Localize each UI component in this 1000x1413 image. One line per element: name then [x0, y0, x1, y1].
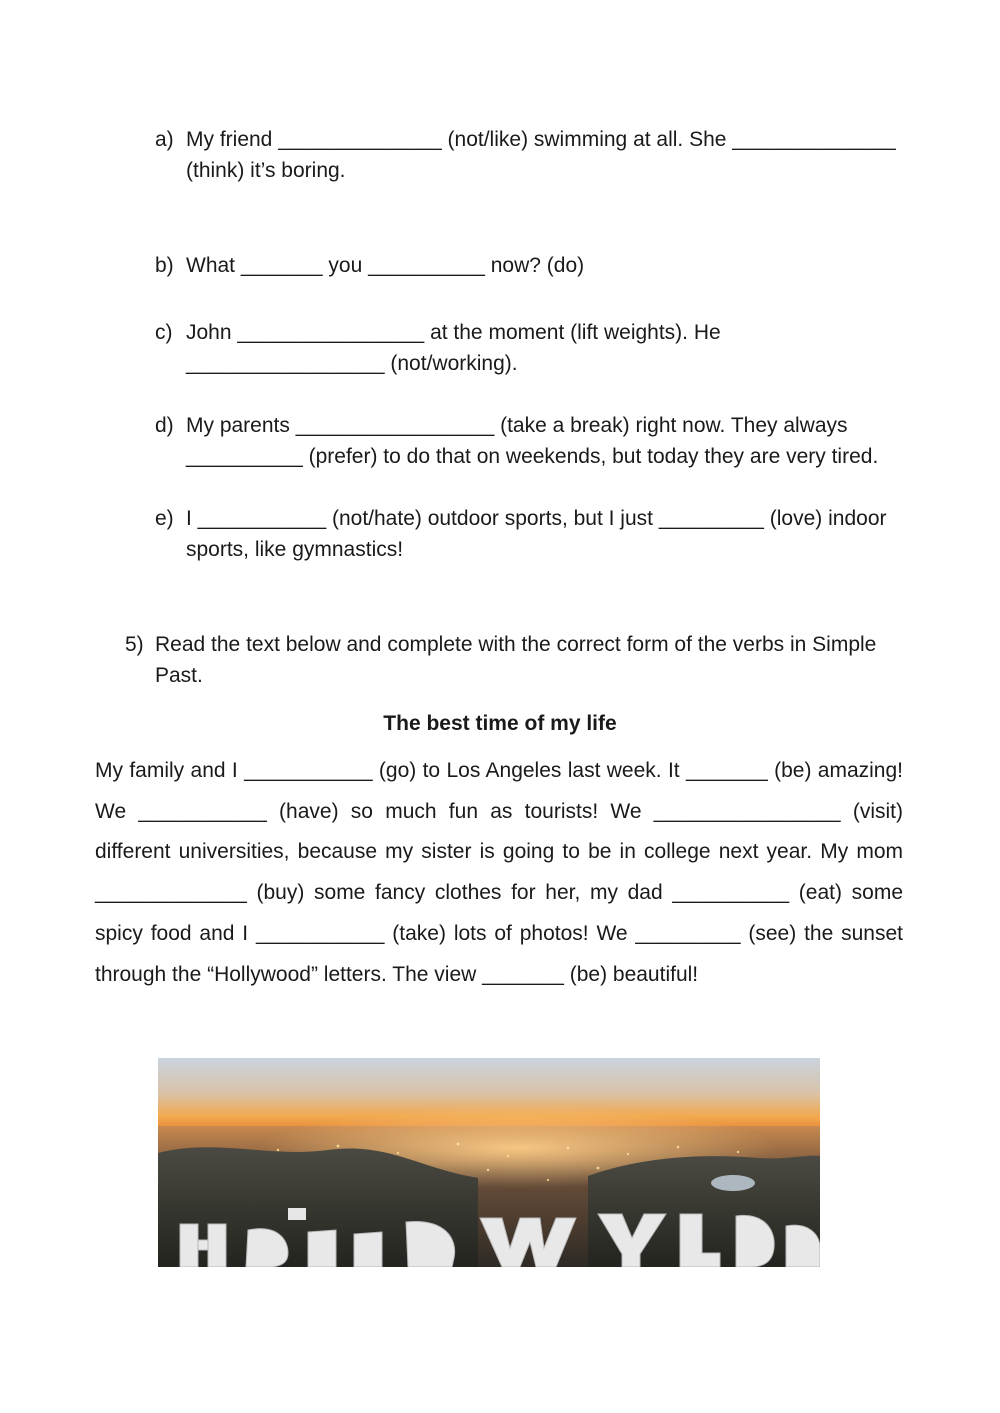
exercise-text: I ___________ (not/hate) outdoor sports, but I just _________ (love) indoor sports, like gymnastics! — [186, 507, 887, 561]
task-instruction — [125, 629, 905, 691]
exercise-marker: a) — [155, 128, 174, 151]
exercise-marker: d) — [155, 414, 174, 437]
story-passage: My family and I ___________ (go) to Los Angeles last week. It _______ (be) amazing! We ___________ (have) so much fun as tourists! We ________________ (visit) different universities, because my sister is going to be in college next year. My mom _____________ (buy) some fancy clothes for her, my dad __________ (eat) some spicy food and I ___________ (take) lots of photos! We _________ (see) the sunset through the “Hollywood” letters. The view _______ (be) beautiful! — [95, 759, 903, 986]
exercise-list — [155, 124, 915, 565]
task-number: 5) — [125, 633, 144, 656]
exercise-marker: e) — [155, 507, 174, 530]
photo-reservoir — [711, 1175, 755, 1191]
exercise-marker: c) — [155, 321, 173, 344]
exercise-text: My friend ______________ (not/like) swimming at all. She ______________ (think) it’s boring. — [186, 128, 896, 182]
exercise-text: John ________________ at the moment (lift weights). He _________________ (not/working). — [186, 321, 721, 375]
exercise-item-a — [155, 124, 915, 186]
exercise-item-e — [155, 503, 915, 565]
exercise-marker: b) — [155, 254, 174, 277]
exercise-text: What _______ you __________ now? (do) — [186, 254, 585, 277]
exercise-item-c — [155, 317, 915, 379]
hollywood-sunset-photo — [158, 1058, 820, 1267]
photo-building — [288, 1208, 306, 1220]
exercise-text: My parents _________________ (take a break) right now. They always __________ (prefer) to do that on weekends, but today they are very tired. — [186, 414, 879, 468]
story-title: The best time of my life — [383, 712, 617, 735]
task-text: Read the text below and complete with the correct form of the verbs in Simple Past. — [155, 633, 877, 687]
exercise-item-b — [155, 250, 915, 281]
exercise-item-d — [155, 410, 915, 472]
